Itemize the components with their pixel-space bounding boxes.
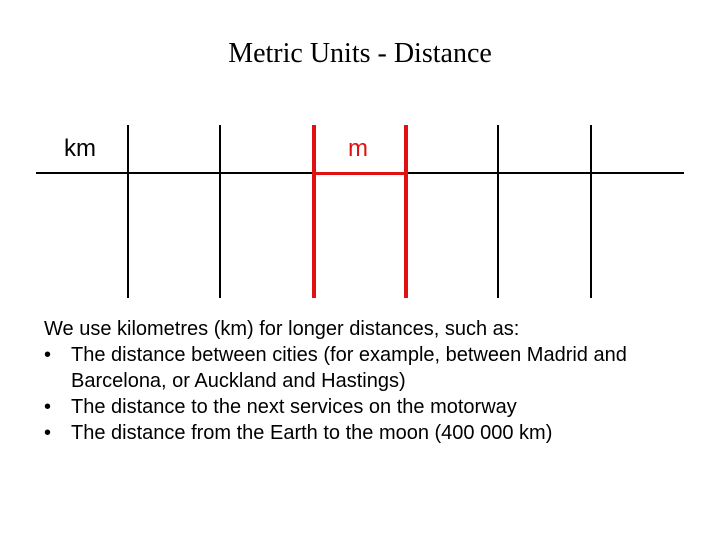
highlight-divider-right bbox=[404, 125, 408, 298]
list-item-text: The distance to the next services on the motorway bbox=[71, 396, 517, 418]
column-divider-4 bbox=[590, 125, 592, 298]
list-item bbox=[44, 342, 704, 394]
label-km: km bbox=[64, 135, 96, 162]
highlight-divider-left bbox=[312, 125, 316, 298]
label-m: m bbox=[348, 135, 368, 162]
column-divider-3 bbox=[497, 125, 499, 298]
description bbox=[44, 316, 704, 446]
page-title: Metric Units - Distance bbox=[228, 38, 492, 69]
list-item bbox=[44, 420, 704, 446]
bullet-icon: • bbox=[44, 344, 52, 366]
highlight-rule bbox=[313, 172, 407, 175]
bullet-icon: • bbox=[44, 422, 52, 444]
list-item-text: The distance between cities (for example, between Madrid and Barcelona, or Auckland and Hastings) bbox=[71, 344, 627, 392]
intro-text: We use kilometres (km) for longer distances, such as: bbox=[44, 318, 520, 340]
bullet-icon: • bbox=[44, 396, 52, 418]
list-item-text: The distance from the Earth to the moon (400 000 km) bbox=[71, 422, 553, 444]
bullet-list bbox=[44, 342, 704, 446]
list-item bbox=[44, 394, 704, 420]
column-divider-1 bbox=[127, 125, 129, 298]
column-divider-2 bbox=[219, 125, 221, 298]
